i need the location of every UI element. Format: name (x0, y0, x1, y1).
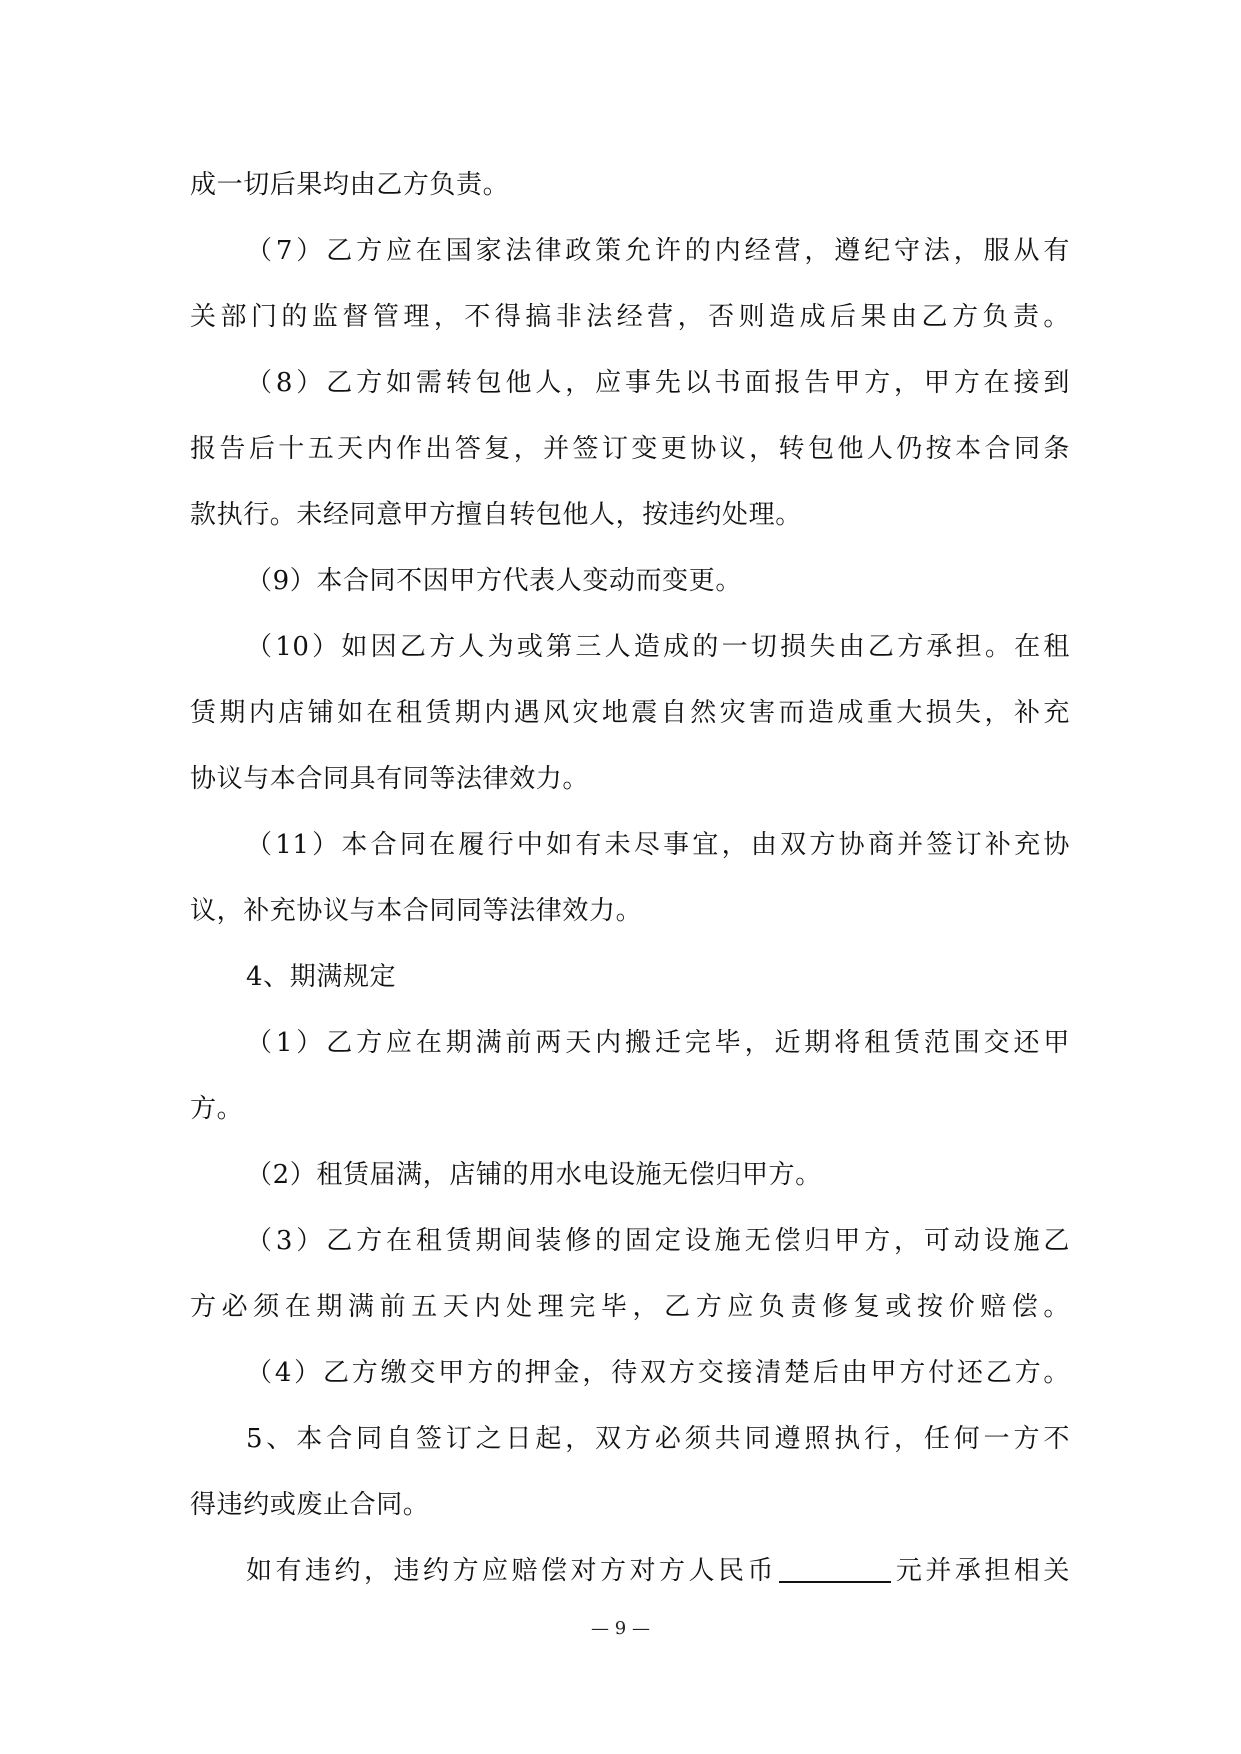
text-fragment: 元并承担相关 (892, 1556, 1070, 1586)
text-line: （10）如因乙方人为或第三人造成的一切损失由乙方承担。在租 (246, 632, 1070, 662)
text-line: （9）本合同不因甲方代表人变动而变更。 (246, 566, 742, 596)
text-line: 得违约或废止合同。 (190, 1490, 430, 1520)
text-line: （2）租赁届满，店铺的用水电设施无偿归甲方。 (246, 1160, 822, 1190)
text-line: （8）乙方如需转包他人，应事先以书面报告甲方，甲方在接到 (246, 368, 1070, 398)
amount-blank (779, 1555, 891, 1583)
text-line: 报告后十五天内作出答复，并签订变更协议，转包他人仍按本合同条 (190, 434, 1070, 464)
text-fragment: 如有违约，违约方应赔偿对方对方人民币 (246, 1556, 777, 1586)
text-line: 方必须在期满前五天内处理完毕，乙方应负责修复或按价赔偿。 (190, 1292, 1070, 1322)
text-line: （1）乙方应在期满前两天内搬迁完毕，近期将租赁范围交还甲 (246, 1028, 1070, 1058)
text-line: 5、本合同自签订之日起，双方必须共同遵照执行，任何一方不 (246, 1424, 1070, 1454)
text-line: （11）本合同在履行中如有未尽事宜，由双方协商并签订补充协 (246, 830, 1070, 860)
text-line: 赁期内店铺如在租赁期内遇风灾地震自然灾害而造成重大损失，补充 (190, 698, 1070, 728)
page-number: — 9 — (591, 1618, 650, 1639)
text-line: 方。 (190, 1094, 244, 1124)
section-heading: 4、期满规定 (246, 962, 397, 992)
text-line: 关部门的监督管理，不得搞非法经营，否则造成后果由乙方负责。 (190, 302, 1070, 332)
text-line-with-blank (190, 1538, 1070, 1604)
text-line: 款执行。未经同意甲方擅自转包他人，按违约处理。 (190, 500, 802, 530)
text-line: 协议与本合同具有同等法律效力。 (190, 764, 590, 794)
text-line: （3）乙方在租赁期间装修的固定设施无偿归甲方，可动设施乙 (246, 1226, 1070, 1256)
text-line: 成一切后果均由乙方负责。 (190, 170, 510, 200)
text-line: （4）乙方缴交甲方的押金，待双方交接清楚后由甲方付还乙方。 (246, 1358, 1070, 1388)
text-line: 议，补充协议与本合同同等法律效力。 (190, 896, 643, 926)
contract-body (190, 152, 1070, 1604)
text-line: （7）乙方应在国家法律政策允许的内经营，遵纪守法，服从有 (246, 236, 1070, 266)
